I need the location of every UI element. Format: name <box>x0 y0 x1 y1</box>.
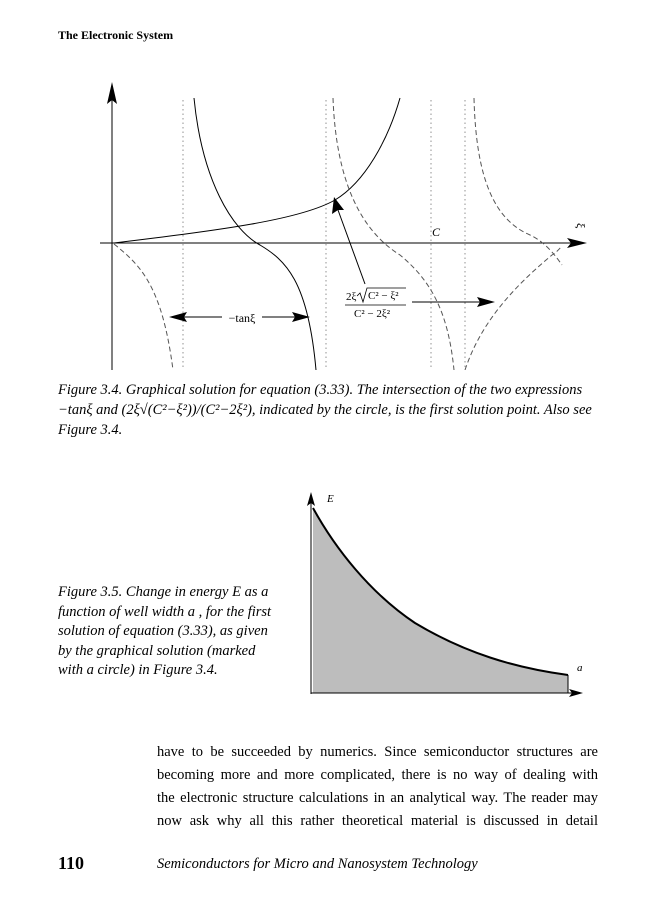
body-line: have to be succeeded by numerics. Since semiconductor structures are <box>157 744 598 760</box>
frac-numerator-coef: 2ξ <box>346 291 357 303</box>
figure-3-5 <box>295 488 595 708</box>
body-text <box>157 741 598 833</box>
page-number: 110 <box>58 853 85 873</box>
frac-denominator: C² − 2ξ² <box>354 308 391 320</box>
a-axis-label: a <box>577 662 583 674</box>
intersection-arrow <box>338 210 365 284</box>
e-axis-label: E <box>327 493 334 505</box>
rising-curve <box>114 98 400 243</box>
neg-tan-branch-1 <box>194 98 316 370</box>
neg-tan-label: −tanξ <box>228 311 256 325</box>
figure-3-4 <box>70 70 590 370</box>
xi-axis-label: ξ <box>574 223 588 229</box>
figure-3-4-caption: Figure 3.4. Graphical solution for equation (3.33). The intersection of the two expressions −tanξ and (2ξ√(C²−ξ²))/(C²−2ξ²), indicated by the circle, is the first solution point. Also see Figure 3.4. <box>58 382 592 438</box>
frac-numerator-radicand: C² − ξ² <box>368 290 399 302</box>
energy-area <box>313 508 568 693</box>
body-line: becoming more and more complicated, there is no way of dealing with <box>157 767 598 783</box>
c-label: C <box>432 225 441 239</box>
body-line: the electronic structure calculations in an analytical way. The reader may <box>157 790 598 806</box>
book-title: Semiconductors for Micro and Nanosystem Technology <box>157 856 478 872</box>
frac-branch-3 <box>465 246 562 370</box>
frac-branch-2 <box>474 98 562 265</box>
figure-3-5-caption: Figure 3.5. Change in energy E as a function of well width a , for the first solution of equation (3.33), as given by the graphical solution (marked with a circle) in Figure 3.4. <box>58 584 272 678</box>
body-line: now ask why all this rather theoretical material is discussed in detail <box>157 813 598 829</box>
frac-branch-0 <box>114 244 173 370</box>
running-head: The Electronic System <box>58 28 174 42</box>
